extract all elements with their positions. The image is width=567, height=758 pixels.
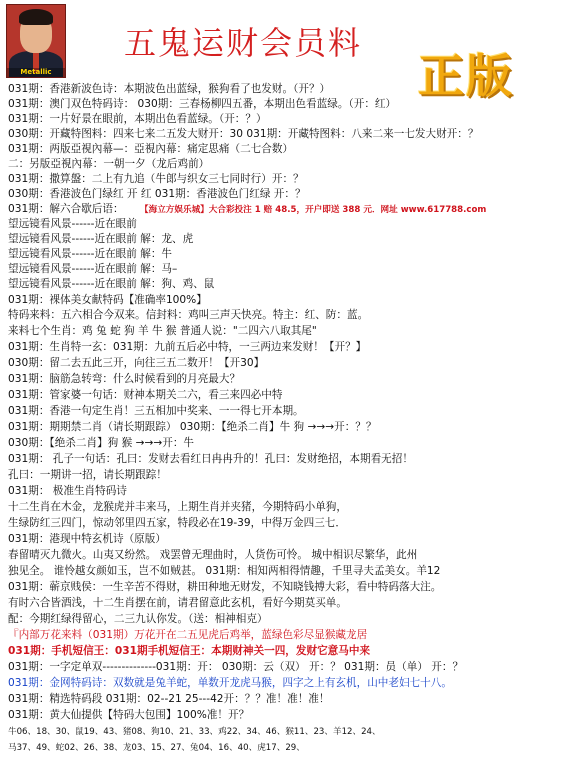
text-line: 望远镜看风景------近在眼前 <box>8 218 137 230</box>
text-line: 031期：蕲京贱侯：一生辛苦不得财，耕田种地无财发，不知晓钱搏大彩，看中特码落大注。 <box>8 581 442 593</box>
text-line: 031期：一字定单双--------------031期：开： 030期：云（双） 开：？ 031期：员（单） 开：？ <box>8 661 464 673</box>
text-line: 031期：撒算盤：二上有九追（牛郎与织女三七同时行）开：？ <box>8 173 304 185</box>
text-line: 配：今期红绿得留心，二三九认你发。（送：相神相克） <box>8 613 268 625</box>
text-line: 望远镜看风景------近在眼前 解：马– <box>8 263 178 275</box>
text-line: 031期：金网特码诗：双数就是兔羊蛇，单数开龙虎马猴，四字之上有玄机，山中老妇七十八。 <box>8 677 452 689</box>
text-line: 望远镜看风景------近在眼前 解：牛 <box>8 248 173 260</box>
text-line: 特码来料：五六相合今双来。信封料：鸡叫三声天快亮。特主：红、防：蓝。 <box>8 309 369 321</box>
text-line: 春留晴灭九微火。山夷又纷然。 戏罢曾无理曲时，人货伤可怜。 城中相识尽繁华，此州 <box>8 549 418 561</box>
text-line: 031期：两版亞視內幕—：亞視內幕：痛定思痛（二七合数） <box>8 143 294 155</box>
text-line: 来料七个生肖：鸡 兔 蛇 狗 羊 牛 猴 普通人说："二四六八取其尾" <box>8 325 317 337</box>
genuine-stamp: 正版 <box>418 49 514 103</box>
text-line: 孔曰：一期讲一招，请长期跟踪！ <box>8 469 167 481</box>
page-title: 五鬼运财会员料 <box>124 24 363 62</box>
text-line: 031期： 极准生肖特码诗 <box>8 485 127 497</box>
portrait-caption: Metallic <box>7 68 65 77</box>
text-line: 生绿防红三四门，惊动邻里四五家，特段必在19-39，中得万金四三七． <box>8 517 346 529</box>
text-line: 031期：手机短信王：031期手机短信王：本期财神关一四，发财它意马中来 <box>8 645 371 657</box>
casino-ad-line: 【海立方娱乐城】大合彩投注 1 赔 48.5，开户即送 388 元．网址 www.617788.com <box>140 205 487 215</box>
text-line: 031期：解六合歇后语： <box>8 203 124 215</box>
text-line: 031期：脑筋急转弯：什么时候看到的月亮最大？ <box>8 373 241 385</box>
text-line: 031期：生肖特一玄：031期：九前五后必中特，一三两边来发财！【开？】 <box>8 341 367 353</box>
text-line: 031期：黄大仙提供【特码大包围】100%准！开？ <box>8 709 250 721</box>
text-line: 031期：港现中特玄机诗（原版） <box>8 533 166 545</box>
text-line: 有时六合皆酒浅，十二生肖摆在前，请君留意此玄机，看好今期莫买单。 <box>8 597 347 609</box>
text-line: 030期：开藏特图料：四来七来二五发大财开：30 031期：开藏特图料：八来二来一七发大财开：？ <box>8 128 479 140</box>
text-line: 十二生肖在木金，龙猴虎并丰来马，上期生肖并夹猪，今期特码小单狗， <box>8 501 347 513</box>
text-line: 二：另版亞視內幕：一朝一夕（龙后鸡前） <box>8 158 210 170</box>
text-line: 031期： 孔子一句话：孔曰：发财去看红日冉冉升的！孔曰：发财绝招，本期看无招！ <box>8 453 413 465</box>
text-line: 030期：留二去五此三开，向往三五二数开！【开30】 <box>8 357 265 369</box>
text-line: 031期：期期禁二肖（请长期跟踪） 030期：【绝杀二肖】牛 狗 →→→开：？？ <box>8 421 377 433</box>
text-line: 030期：【绝杀二肖】狗 猴 →→→开：牛 <box>8 437 195 449</box>
text-line: 031期：管家婆一句话：财神本期关二六，看三来四必中特 <box>8 389 283 401</box>
text-line: 031期：香港新波色诗：本期波色出蓝绿，猴狗看了也发财。（开？） <box>8 83 331 95</box>
text-line: 『内部万花来料（031期）万花开在二五见虎后鸡举，蓝绿色彩尽显猴藏龙居 <box>8 629 368 641</box>
text-line: 031期：精选特码段 031期：02--21 25---42开：？？准！准！准！ <box>8 693 330 705</box>
text-line: 031期：香港一句定生肖！三五相加中奖来、一一得七开本期。 <box>8 405 304 417</box>
text-line: 030期：香港波色门绿红 开 红 031期：香港波色门红绿 开：？ <box>8 188 306 200</box>
text-line: 031期：裸体美女献特码【准确率100%】 <box>8 294 207 306</box>
text-line: 望远镜看风景------近在眼前 解：龙、虎 <box>8 233 194 245</box>
text-line: 马37、49、蛇02、26、38、龙03、15、27、兔04、16、40、虎17、29、 <box>8 743 305 753</box>
text-line: 独见全。 谁怜越女颜如玉，岂不如贼甚。 031期：相知两相得情趣，千里寻夫孟美女。羊12 <box>8 565 441 577</box>
author-portrait <box>6 4 66 78</box>
text-line: 牛06、18、30、鼠19、43、猪08、狗10、21、33、鸡22、34、46、猴11、23、羊12、24、 <box>8 727 381 737</box>
text-line: 031期：一片好景在眼前，本期出色看蓝绿。（开：？） <box>8 113 267 125</box>
text-line: 望远镜看风景------近在眼前 解：狗、鸡、鼠 <box>8 278 215 290</box>
text-line: 031期：澳门双色特码诗： 030期：三春杨柳四五番，本期出色看蓝绿。（开：红） <box>8 98 397 110</box>
